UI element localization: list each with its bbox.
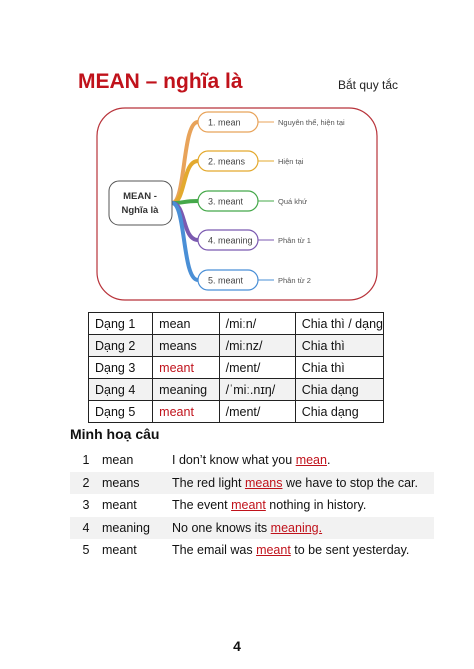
page-number: 4: [233, 638, 241, 654]
table-row: [89, 313, 384, 335]
mind-map-connector: [172, 203, 198, 280]
word-cell: means: [153, 335, 219, 357]
sentence-highlight: meaning.: [270, 520, 323, 535]
word-cell: mean: [153, 313, 219, 335]
mind-map-branch-label: 4. meaning: [208, 235, 253, 246]
mind-map-branch-label: 1. mean: [208, 117, 241, 128]
mind-map-center-line2: Nghĩa là: [121, 205, 159, 216]
mind-map-branches: [172, 112, 345, 290]
word-cell: meaning: [153, 379, 219, 401]
example-word: meaning: [102, 520, 150, 535]
page-title: MEAN – nghĩa là: [78, 70, 243, 93]
sentence-before: I don’t know what you: [172, 453, 296, 468]
examples-title: Minh hoạ câu: [70, 426, 160, 442]
example-word: means: [102, 475, 140, 490]
mind-map-branch-note: Phân từ 1: [278, 236, 311, 245]
sentence-highlight: meant: [256, 543, 291, 558]
sentence-after: to be sent yesterday.: [290, 543, 410, 558]
usage-cell: Chia dạng: [295, 401, 383, 423]
mind-map-branch-note: Hiện tại: [278, 157, 304, 166]
list-item: [70, 494, 434, 517]
example-number: 1: [82, 453, 90, 468]
form-cell: Dạng 3: [89, 357, 153, 379]
sentence-highlight: means: [244, 475, 283, 490]
example-sentence: [172, 476, 434, 490]
usage-cell: Chia dạng: [295, 379, 383, 401]
example-number: 5: [82, 543, 90, 558]
example-word: meant: [102, 543, 137, 558]
mind-map-branch-note: Quá khứ: [278, 197, 308, 206]
form-cell: Dạng 1: [89, 313, 153, 335]
usage-cell: Chia thì: [295, 335, 383, 357]
sentence-after: .: [326, 453, 331, 468]
table-row: [89, 379, 384, 401]
table-row: [89, 401, 384, 423]
sentence-before: The event: [172, 498, 232, 513]
mind-map: [0, 0, 474, 310]
list-item: [70, 449, 434, 472]
page-subtitle: Bắt quy tắc: [338, 78, 399, 92]
example-number: 3: [82, 498, 90, 513]
example-sentence: [172, 453, 434, 467]
mind-map-branch-label: 5. meant: [208, 275, 244, 286]
example-sentence: [172, 498, 434, 512]
ipa-cell: /ment/: [219, 401, 295, 423]
table-row: [89, 357, 384, 379]
example-sentence: [172, 521, 434, 535]
mind-map-branch-note: Nguyên thể, hiện tại: [278, 118, 345, 127]
ipa-cell: /ment/: [219, 357, 295, 379]
list-item: [70, 539, 434, 562]
ipa-cell: /ˈmiː.nɪŋ/: [219, 379, 295, 401]
example-word: meant: [102, 498, 137, 513]
form-cell: Dạng 2: [89, 335, 153, 357]
ipa-cell: /miːn/: [219, 313, 295, 335]
sentence-after: nothing in history.: [265, 498, 367, 513]
usage-cell: Chia thì / dạng: [295, 313, 383, 335]
form-cell: Dạng 5: [89, 401, 153, 423]
word-cell: meant: [153, 401, 219, 423]
table-row: [89, 335, 384, 357]
mind-map-branch-note: Phân từ 2: [278, 276, 311, 285]
example-number: 4: [82, 520, 90, 535]
mind-map-branch-label: 2. means: [208, 156, 246, 167]
sentence-highlight: meant: [231, 498, 266, 513]
example-sentence: [172, 543, 434, 557]
form-cell: Dạng 4: [89, 379, 153, 401]
word-cell: meant: [153, 357, 219, 379]
sentence-after: we have to stop the car.: [282, 475, 418, 490]
ipa-cell: /miːnz/: [219, 335, 295, 357]
mind-map-center-node: [109, 181, 172, 225]
sentence-before: The email was: [172, 543, 257, 558]
sentence-before: The red light: [172, 475, 245, 490]
list-item: [70, 472, 434, 495]
sentence-highlight: mean: [295, 453, 327, 468]
sentence-before: No one knows its: [172, 520, 271, 535]
list-item: [70, 517, 434, 540]
usage-cell: Chia thì: [295, 357, 383, 379]
mind-map-center-line1: MEAN -: [123, 191, 157, 202]
examples-list: [70, 449, 434, 562]
mind-map-branch-label: 3. meant: [208, 196, 244, 207]
example-word: mean: [102, 453, 134, 468]
example-number: 2: [82, 475, 90, 490]
word-forms-table: [88, 312, 384, 423]
